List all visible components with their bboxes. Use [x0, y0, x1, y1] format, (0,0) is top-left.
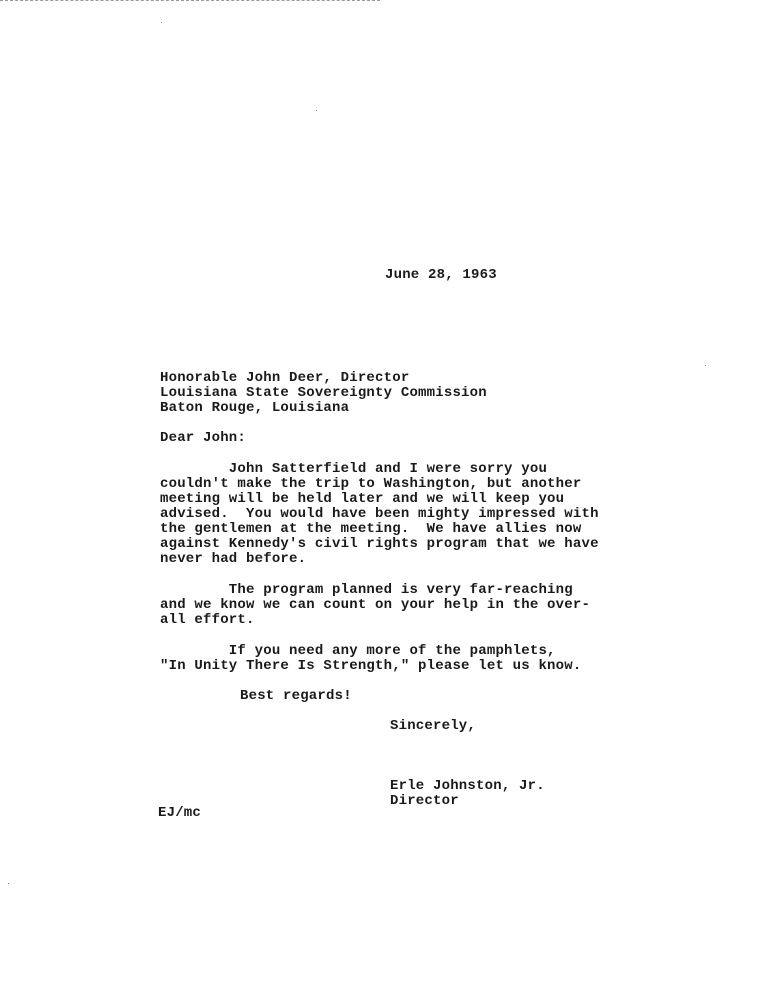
top-edge-rule	[0, 0, 380, 1]
paper-speck	[161, 22, 162, 23]
regards: Best regards!	[240, 688, 352, 704]
signer-title: Director	[390, 793, 459, 809]
signer-name: Erle Johnston, Jr.	[390, 778, 545, 794]
paper-speck	[8, 883, 9, 884]
paragraph-1-line: meeting will be held later and we will keep you	[160, 491, 565, 507]
paragraph-1-line: John Satterfield and I were sorry you	[160, 461, 548, 477]
address-line-1: Honorable John Deer, Director	[160, 370, 410, 386]
paper-speck	[705, 365, 706, 366]
address-line-2: Louisiana State Sovereignty Commission	[160, 385, 487, 401]
paragraph-3-line: "In Unity There Is Strength," please let us know.	[160, 658, 582, 674]
reference-initials: EJ/mc	[158, 805, 202, 821]
letter-date: June 28, 1963	[385, 267, 497, 283]
paragraph-1-line: advised. You would have been mighty impressed with	[160, 506, 599, 522]
closing: Sincerely,	[390, 718, 477, 734]
address-line-3: Baton Rouge, Louisiana	[160, 400, 350, 416]
paragraph-1-line: the gentlemen at the meeting. We have allies now	[160, 521, 582, 537]
salutation: Dear John:	[160, 430, 247, 446]
paragraph-2-line: and we know we can count on your help in the over-	[160, 597, 591, 613]
paragraph-1-line: couldn't make the trip to Washington, but another	[160, 476, 582, 492]
paragraph-1-line: never had before.	[160, 551, 307, 567]
paper-speck	[316, 110, 317, 111]
paragraph-1-line: against Kennedy's civil rights program that we have	[160, 536, 599, 552]
paragraph-2-line: all effort.	[160, 612, 255, 628]
paragraph-2-line: The program planned is very far-reaching	[160, 582, 573, 598]
paragraph-3-line: If you need any more of the pamphlets,	[160, 643, 556, 659]
